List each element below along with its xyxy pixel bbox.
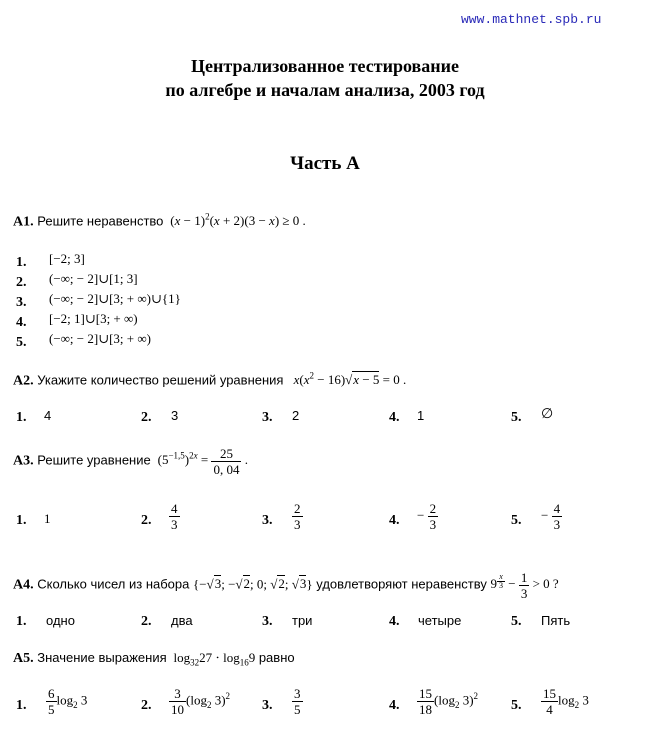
a4-option-4-value: четыре: [418, 613, 462, 628]
question-label: А3.: [13, 453, 34, 469]
question-formula: $(x - 1)^2(x + 2)(3 - x) \ge 0$ .: [167, 212, 306, 229]
a5-option-3-value: $\frac{3}{5}$: [294, 686, 301, 717]
a1-option-5[interactable]: 5.: [16, 335, 27, 350]
a1-option-4-value: [−2; 1]∪[3; + ∞): [49, 311, 138, 326]
a2-option-4-value: 1: [417, 408, 425, 423]
page-title-line1: Централизованное тестирование: [191, 56, 459, 76]
a3-option-5-value: − $\frac{4}{3}$: [541, 501, 561, 532]
a5-option-2[interactable]: 2.: [141, 698, 152, 713]
question-a4: [13, 570, 559, 601]
a4-option-2[interactable]: 2.: [141, 614, 152, 629]
a4-option-2-value: два: [171, 613, 193, 628]
question-label: А4.: [13, 577, 34, 593]
a4-option-5-value: Пять: [541, 613, 571, 628]
a5-option-5[interactable]: 5.: [511, 698, 522, 713]
question-text: Решите уравнение: [37, 452, 151, 468]
a5-option-1[interactable]: 1.: [16, 698, 27, 713]
question-text-2: удовлетворяют неравенству: [316, 576, 487, 592]
question-set: {−√3; −√2; 0; √2; √3}: [192, 576, 313, 592]
question-formula: $x(x^2 - 16)√x - 5 = 0$ .: [293, 371, 407, 388]
question-a2: [13, 371, 406, 389]
site-link[interactable]: www.mathnet.spb.ru: [461, 12, 602, 27]
a1-option-3-value: (−∞; − 2]∪[3; + ∞)∪{1}: [49, 291, 181, 306]
question-label: А5.: [13, 651, 34, 666]
a2-option-1-value: 4: [44, 408, 52, 423]
a2-option-2-value: 3: [171, 408, 179, 423]
a3-option-2-value: $\frac{4}{3}$: [171, 501, 178, 532]
question-label: А2.: [13, 373, 34, 389]
a1-option-1-value: [−2; 3]: [49, 251, 85, 266]
question-text: Сколько чисел из набора: [37, 576, 190, 592]
a3-option-1-value: 1: [44, 511, 51, 526]
question-a1: [13, 212, 306, 230]
a3-option-3-value: $\frac{2}{3}$: [294, 501, 301, 532]
a1-option-4[interactable]: 4.: [16, 315, 27, 330]
a4-option-4[interactable]: 4.: [389, 614, 400, 629]
a2-option-4[interactable]: 4.: [389, 410, 400, 425]
a2-option-5[interactable]: 5.: [511, 410, 522, 425]
a5-option-2-value: $\frac{3}{10}$ ($\log_2$ 3)$^2$: [171, 686, 231, 717]
question-a5: [13, 650, 295, 668]
a1-option-2[interactable]: 2.: [16, 275, 27, 290]
a5-option-3[interactable]: 3.: [262, 698, 273, 713]
a4-option-3-value: три: [292, 613, 313, 628]
question-a3: [13, 446, 248, 477]
a3-option-5[interactable]: 5.: [511, 513, 522, 528]
a2-option-5-value: ∅: [541, 407, 554, 422]
a4-option-5[interactable]: 5.: [511, 614, 522, 629]
question-label: А1.: [13, 214, 34, 230]
a2-option-3[interactable]: 3.: [262, 410, 273, 425]
a5-option-5-value: $\frac{15}{4}$ $\log_2 3$: [543, 686, 589, 717]
a1-option-1[interactable]: 1.: [16, 255, 27, 270]
a5-option-4[interactable]: 4.: [389, 698, 400, 713]
a1-option-3[interactable]: 3.: [16, 295, 27, 310]
a2-option-1[interactable]: 1.: [16, 410, 27, 425]
question-text: Значение выражения: [37, 650, 167, 665]
part-heading: Часть А: [290, 153, 360, 174]
question-formula: $(5^{-1,5})^{2x}$ = $\frac{25}{0, 04}$ .: [154, 446, 248, 477]
page-title-line2: по алгебре и началам анализа, 2003 год: [165, 80, 485, 100]
a2-option-2[interactable]: 2.: [141, 410, 152, 425]
a1-option-2-value: (−∞; − 2]∪[1; 3]: [49, 271, 138, 286]
question-text: Решите неравенство: [37, 213, 164, 229]
a5-option-4-value: $\frac{15}{18}$ ($\log_2$ 3)$^2$: [419, 686, 479, 717]
a3-option-4[interactable]: 4.: [389, 513, 400, 528]
a3-option-3[interactable]: 3.: [262, 513, 273, 528]
question-expression: $\log_{32}27 \cdot \log_{16}9$: [170, 650, 256, 668]
a4-option-1-value: одно: [46, 613, 75, 628]
a4-option-1[interactable]: 1.: [16, 614, 27, 629]
a2-option-3-value: 2: [292, 408, 300, 423]
a4-option-3[interactable]: 3.: [262, 614, 273, 629]
a3-option-1[interactable]: 1.: [16, 513, 27, 528]
question-text-2: равно: [258, 650, 295, 665]
a3-option-4-value: − $\frac{2}{3}$: [417, 501, 437, 532]
a3-option-2[interactable]: 2.: [141, 513, 152, 528]
question-text: Укажите количество решений уравнения: [37, 372, 284, 388]
question-inequality: 9 $^{\frac{x}{3}}$ − $\frac{1}{3}$ > 0 ?: [490, 570, 559, 601]
a1-option-5-value: (−∞; − 2]∪[3; + ∞): [49, 331, 151, 346]
a5-option-1-value: $\frac{6}{5}$ $\log_2 3$: [48, 686, 88, 717]
